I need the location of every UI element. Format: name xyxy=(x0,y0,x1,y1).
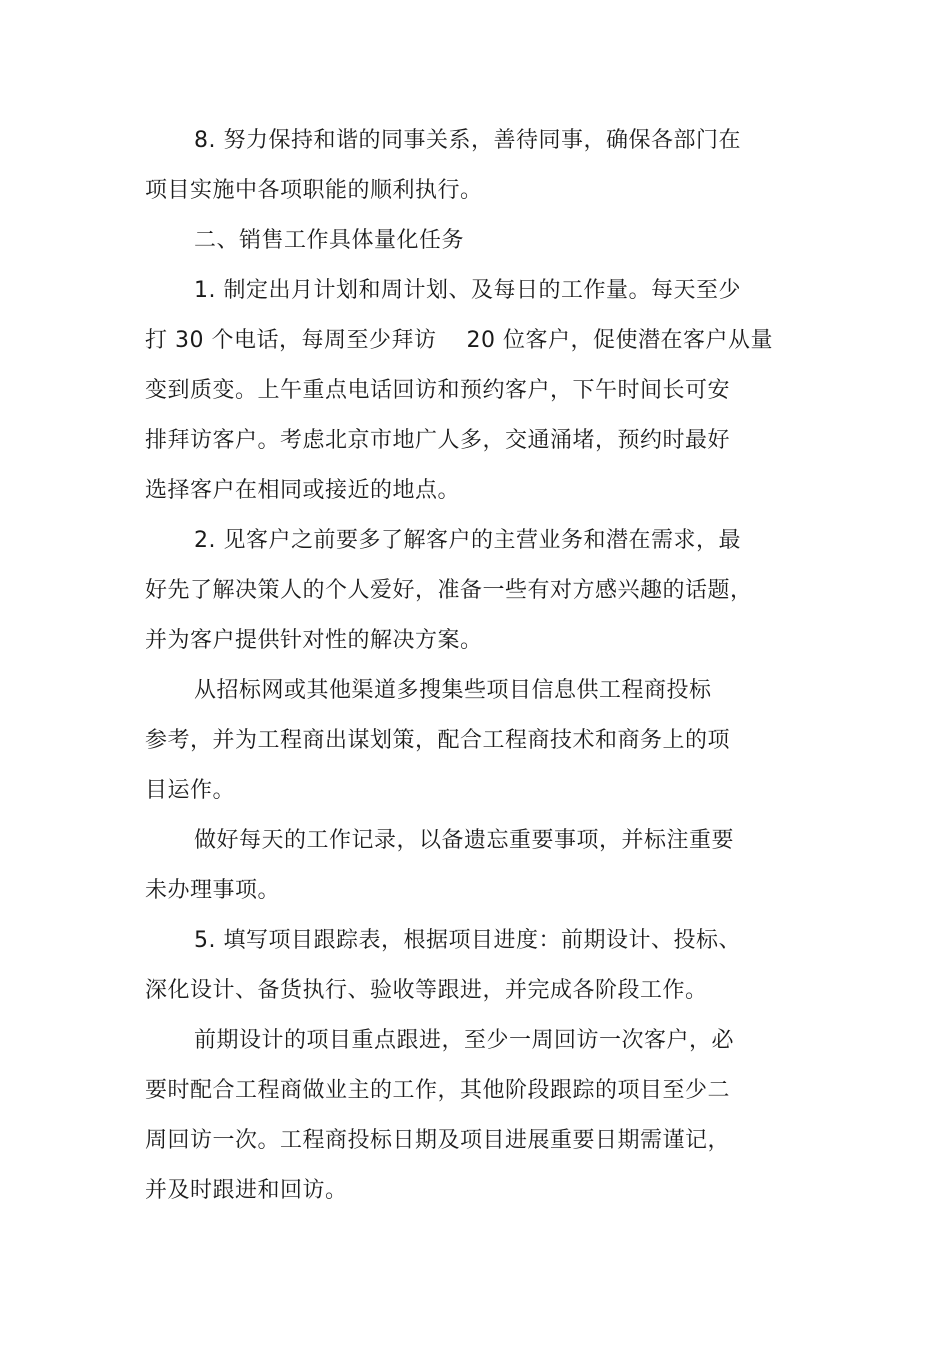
paragraph-line: 变到质变。上午重点电话回访和预约客户，下午时间长可安 xyxy=(145,378,731,403)
paragraph-line: 1. 制定出月计划和周计划、及每日的工作量。每天至少 xyxy=(194,278,741,303)
paragraph-line: 前期设计的项目重点跟进，至少一周回访一次客户，必 xyxy=(194,1028,735,1053)
paragraph-line: 排拜访客户。考虑北京市地广人多，交通涌堵，预约时最好 xyxy=(145,428,731,453)
paragraph-line: 选择客户在相同或接近的地点。 xyxy=(145,478,461,503)
paragraph-line: 要时配合工程商做业主的工作，其他阶段跟踪的项目至少二 xyxy=(145,1078,731,1103)
paragraph-line: 周回访一次。工程商投标日期及项目进展重要日期需谨记， xyxy=(145,1128,731,1153)
paragraph-line: 项目实施中各项职能的顺利执行。 xyxy=(145,178,483,203)
paragraph-line: 8. 努力保持和谐的同事关系，善待同事，确保各部门在 xyxy=(194,128,741,153)
section-heading: 二、销售工作具体量化任务 xyxy=(194,228,465,253)
paragraph-line: 做好每天的工作记录，以备遗忘重要事项，并标注重要 xyxy=(194,828,735,853)
paragraph-line: 目运作。 xyxy=(145,778,236,803)
paragraph-line: 从招标网或其他渠道多搜集些项目信息供工程商投标 xyxy=(194,678,712,703)
paragraph-line: 好先了解决策人的个人爱好，准备一些有对方感兴趣的话题， xyxy=(145,578,753,603)
paragraph-line: 并及时跟进和回访。 xyxy=(145,1178,348,1203)
paragraph-line: 并为客户提供针对性的解决方案。 xyxy=(145,628,483,653)
paragraph-line: 深化设计、备货执行、验收等跟进，并完成各阶段工作。 xyxy=(145,978,708,1003)
paragraph-line: 2. 见客户之前要多了解客户的主营业务和潜在需求，最 xyxy=(194,528,741,553)
paragraph-line: 打 30 个电话，每周至少拜访 20 位客户，促使潜在客户从量 xyxy=(145,328,773,353)
paragraph-line: 5. 填写项目跟踪表，根据项目进度：前期设计、投标、 xyxy=(194,928,741,953)
paragraph-line: 未办理事项。 xyxy=(145,878,281,903)
paragraph-line: 参考，并为工程商出谋划策，配合工程商技术和商务上的项 xyxy=(145,728,731,753)
